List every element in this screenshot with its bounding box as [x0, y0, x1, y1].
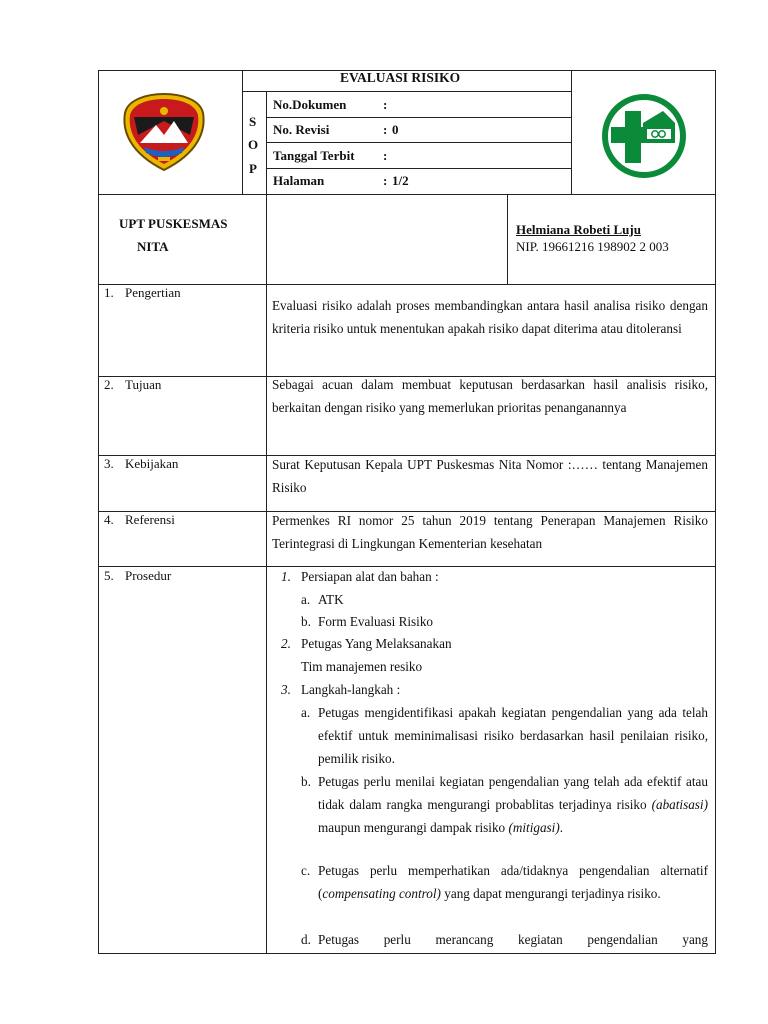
procedure-step: Petugas mengidentifikasi apakah kegiatan pengendalian yang ada telah efektif untuk meminimalisasi risiko berdasarkan hasil penilaian risiko, pemilik risiko.	[318, 705, 708, 766]
puskesmas-logo-icon	[601, 93, 687, 179]
section-number: 5.	[104, 568, 114, 583]
section-number: 3.	[104, 456, 114, 471]
procedure-heading: Persiapan alat dan bahan :	[301, 569, 439, 584]
section-text: Sebagai acuan dalam membuat keputusan berdasarkan hasil analisis risiko, berkaitan dengan risiko yang memerlukan prioritas penanganannya	[272, 377, 708, 415]
header-row-value: 0	[392, 122, 399, 137]
section-label: Pengertian	[125, 285, 181, 300]
header-row-label: Tanggal Terbit	[273, 148, 355, 163]
list-marker: d.	[301, 932, 311, 947]
step-text: .	[559, 820, 564, 835]
header-row-label: No. Revisi	[273, 122, 330, 137]
header-row-label: No.Dokumen	[273, 97, 347, 112]
section-label: Kebijakan	[125, 456, 179, 471]
header-row-sep: :	[383, 148, 388, 163]
list-marker: a.	[301, 592, 311, 607]
procedure-number: 3.	[281, 682, 291, 697]
document-title: EVALUASI RISIKO	[340, 70, 461, 85]
list-item: ATK	[318, 592, 344, 607]
list-marker: a.	[301, 705, 311, 720]
section-text: Evaluasi risiko adalah proses membandingkan antara hasil analisa risiko dengan kriteria risiko untuk menentukan apakah risiko dapat diterima atau ditoleransi	[272, 298, 708, 336]
section-label: Prosedur	[125, 568, 172, 583]
sop-letter: P	[249, 161, 257, 176]
header-row-sep: :	[383, 122, 388, 137]
step-text: Petugas perlu menilai kegiatan pengendalian yang telah ada efektif atau tidak dalam rangka mengurangi probablitas terjadinya risiko	[318, 774, 708, 812]
step-text: yang dapat mengurangi terjadinya risiko.	[440, 886, 661, 901]
section-text: Permenkes RI nomor 25 tahun 2019 tentang Penerapan Manajemen Risiko Terintegrasi di Lingkungan Kementerian kesehatan	[272, 513, 708, 551]
section-number: 2.	[104, 377, 114, 392]
header-row-label: Halaman	[273, 173, 325, 188]
list-item: Form Evaluasi Risiko	[318, 614, 434, 629]
step-term: compensating control)	[322, 886, 441, 901]
header-row-sep: :	[383, 173, 388, 188]
regency-logo-icon	[120, 91, 208, 173]
step-text: maupun mengurangi dampak risiko	[318, 820, 509, 835]
procedure-detail: Tim manajemen resiko	[301, 659, 423, 674]
step-text: Petugas perlu memperhatikan ada/tidaknya pengendalian alternatif (	[318, 863, 708, 901]
list-marker: b.	[301, 614, 311, 629]
sop-letter: O	[248, 137, 259, 152]
procedure-step	[318, 859, 708, 905]
header-row-sep: :	[383, 97, 388, 112]
section-number: 1.	[104, 285, 114, 300]
org-name: UPT PUSKESMAS	[119, 216, 228, 231]
step-term: (mitigasi)	[508, 820, 560, 835]
section-number: 4.	[104, 512, 114, 527]
sop-letter: S	[249, 114, 257, 129]
procedure-heading: Langkah-langkah :	[301, 682, 401, 697]
step-term: (abatisasi)	[651, 797, 708, 812]
procedure-step: Petugas perlu merancang kegiatan pengendalian yang	[318, 932, 708, 947]
procedure-heading: Petugas Yang Melaksanakan	[301, 636, 452, 651]
section-text: Surat Keputusan Kepala UPT Puskesmas Nita Nomor :…… tentang Manajemen Risiko	[272, 457, 708, 495]
signer-nip: NIP. 19661216 198902 2 003	[516, 239, 669, 254]
procedure-number: 2.	[281, 636, 291, 651]
org-name: NITA	[137, 239, 169, 254]
signer-name: Helmiana Robeti Luju	[516, 222, 641, 237]
header-row-value: 1/2	[392, 173, 409, 188]
section-label: Tujuan	[125, 377, 162, 392]
section-label: Referensi	[125, 512, 175, 527]
list-marker: c.	[301, 863, 311, 878]
procedure-number: 1.	[281, 569, 291, 584]
procedure-step	[318, 770, 708, 839]
list-marker: b.	[301, 774, 311, 789]
